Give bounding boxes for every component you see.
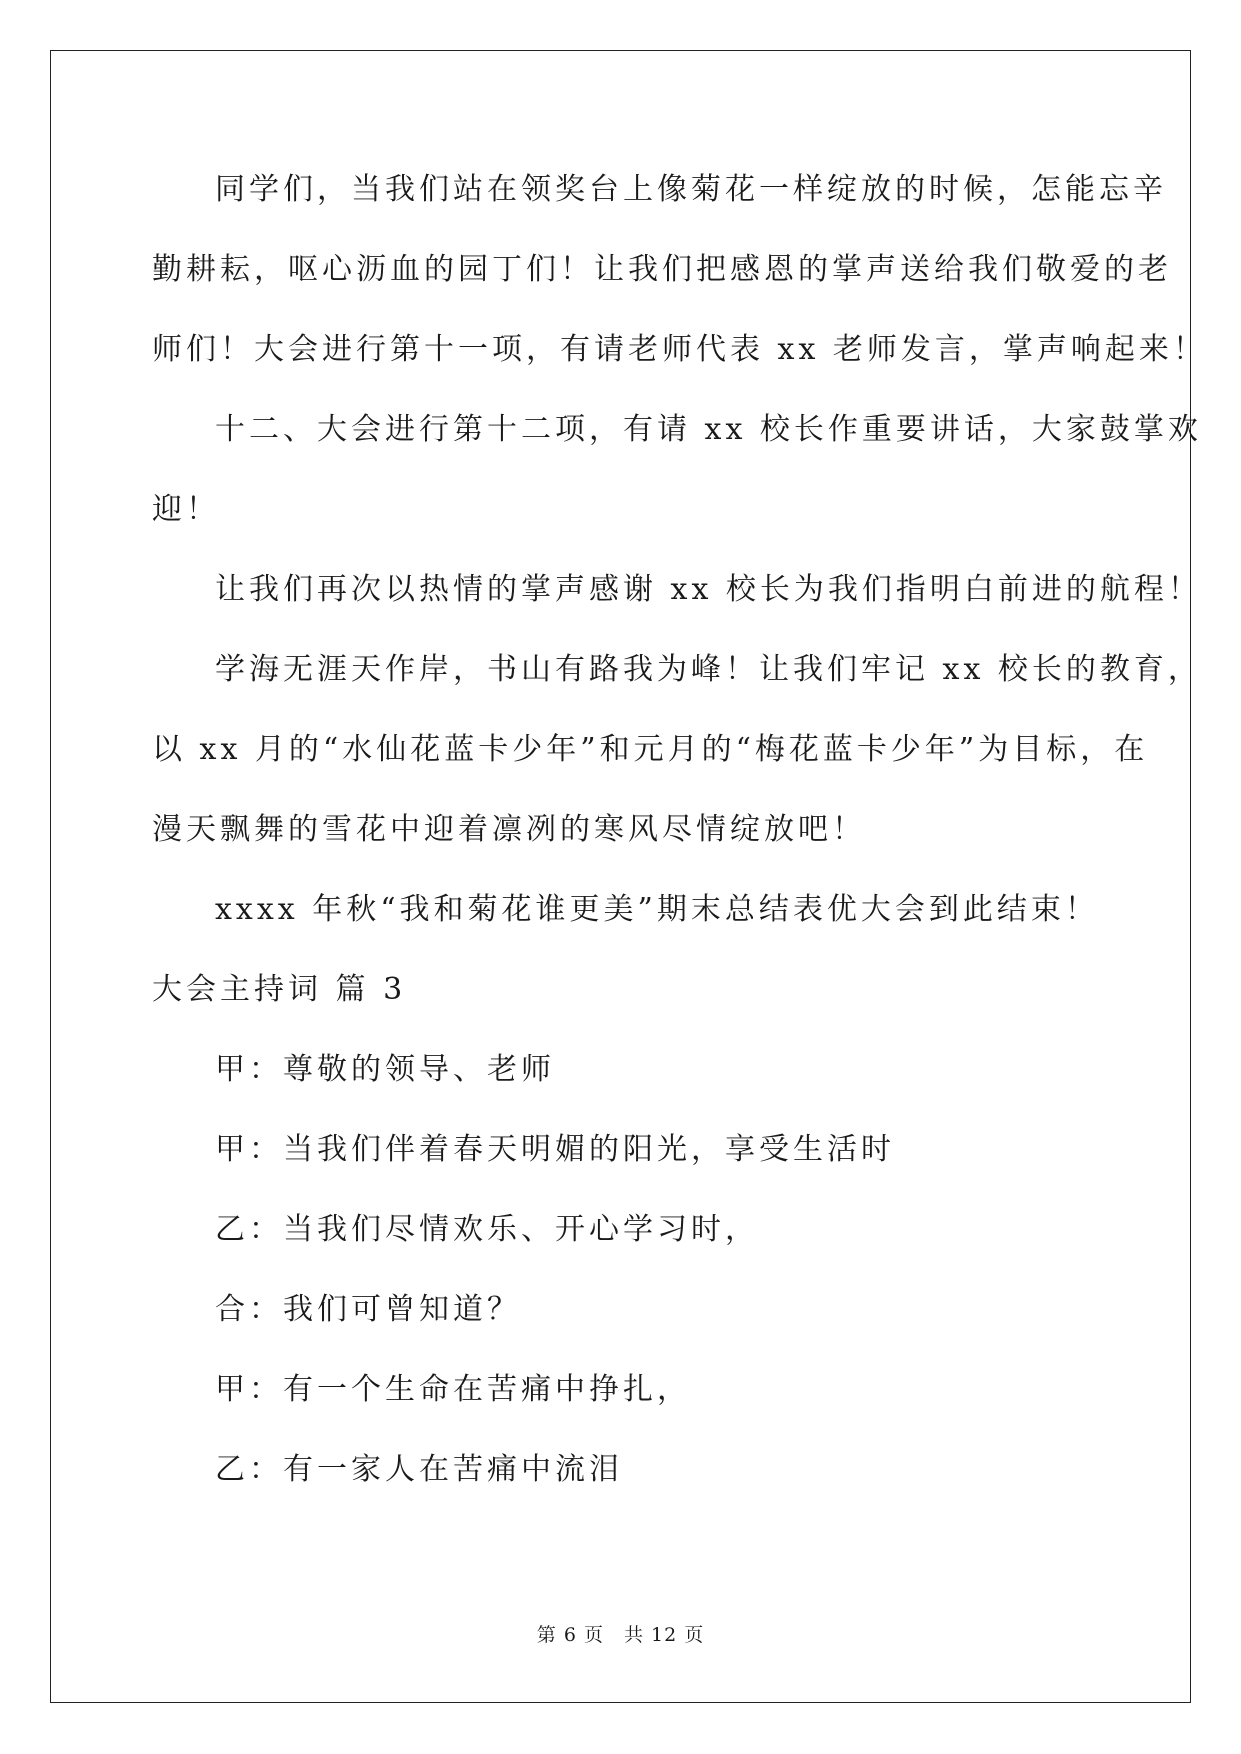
dialogue-line: 甲：尊敬的领导、老师 [215, 1052, 555, 1087]
paragraph-line: 勤耕耘，呕心沥血的园丁们！让我们把感恩的掌声送给我们敬爱的老 [152, 252, 1172, 287]
dialogue-line: 甲：当我们伴着春天明媚的阳光，享受生活时 [215, 1132, 895, 1167]
paragraph-line: 漫天飘舞的雪花中迎着凛冽的寒风尽情绽放吧！ [152, 812, 866, 847]
paragraph-line: 迎！ [152, 492, 220, 527]
paragraph-line: 让我们再次以热情的掌声感谢 xx 校长为我们指明白前进的航程！ [215, 572, 1202, 607]
dialogue-line: 乙：有一家人在苦痛中流泪 [215, 1452, 623, 1487]
paragraph-line: 同学们，当我们站在领奖台上像菊花一样绽放的时候，怎能忘辛 [215, 172, 1167, 207]
dialogue-line: 甲：有一个生命在苦痛中挣扎， [215, 1372, 691, 1407]
paragraph-line: 学海无涯天作岸，书山有路我为峰！让我们牢记 xx 校长的教育， [215, 652, 1202, 687]
dialogue-line: 乙：当我们尽情欢乐、开心学习时， [215, 1212, 759, 1247]
page-footer [0, 1620, 1241, 1647]
page-number: 第 6 页 [536, 1624, 604, 1646]
section-heading: 大会主持词 篇 3 [152, 972, 407, 1007]
paragraph-line: xxxx 年秋“我和菊花谁更美”期末总结表优大会到此结束！ [215, 892, 1099, 927]
paragraph-line: 师们！大会进行第十一项，有请老师代表 xx 老师发言，掌声响起来！ [152, 332, 1207, 367]
dialogue-line: 合：我们可曾知道？ [215, 1292, 521, 1327]
paragraph-line: 十二、大会进行第十二项，有请 xx 校长作重要讲话，大家鼓掌欢 [215, 412, 1202, 447]
page-total: 共 12 页 [623, 1624, 705, 1646]
paragraph-line: 以 xx 月的“水仙花蓝卡少年”和元月的“梅花蓝卡少年”为目标，在 [152, 732, 1149, 767]
